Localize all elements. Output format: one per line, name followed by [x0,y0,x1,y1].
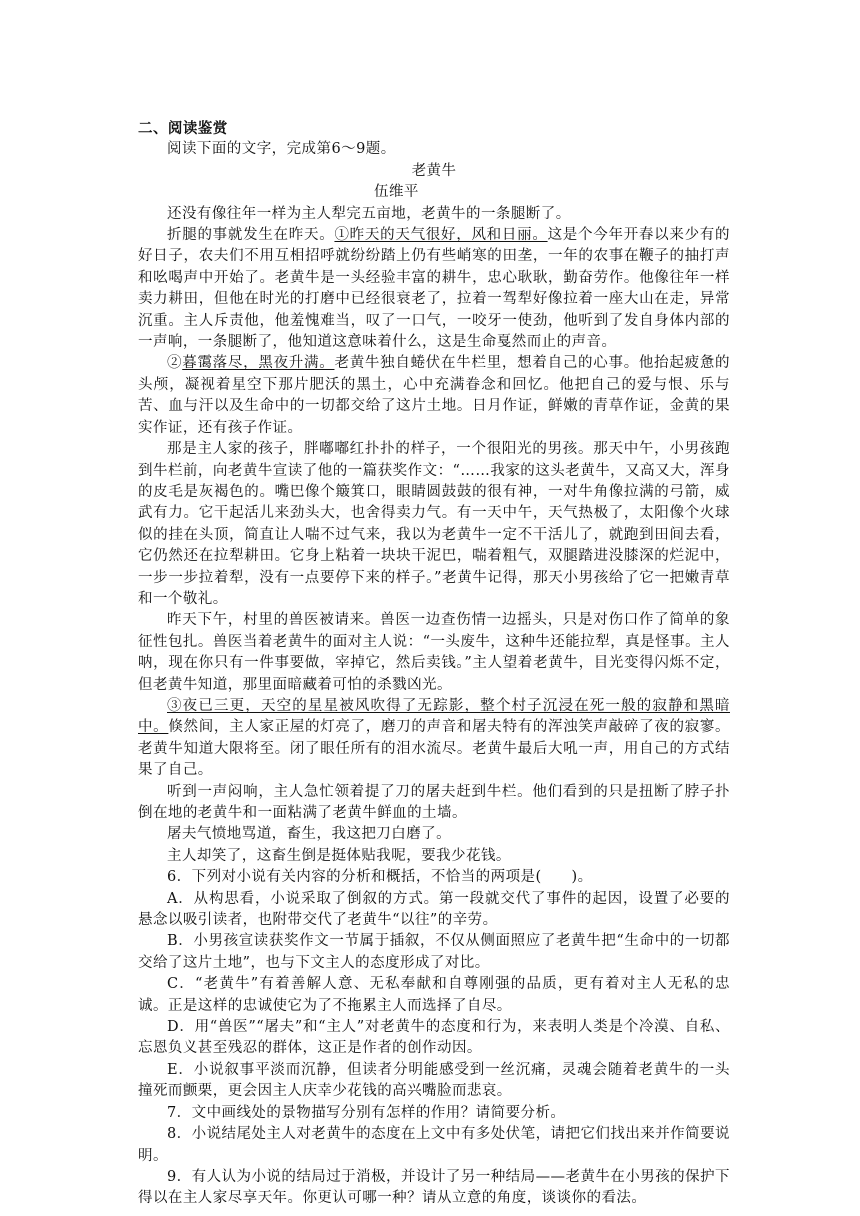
underlined-scenery-2: 暮霭落尽，黑夜升满。 [182,355,335,372]
article-title: 老黄牛 [411,162,457,179]
paragraph-6-rest: 倏然间，主人家正屋的灯亮了，磨刀的声音和屠夫特有的浑浊笑声敲碎了夜的寂寥。老黄牛知道大限将至。闭了眼任所有的泪水流尽。老黄牛最后大吼一声，用自己的方式结果了自己。 [138,719,730,779]
underlined-scenery-3: ③夜已三更，天空的星星被风吹得了无踪影，整个村子沉浸在死一般的寂静和黑暗中。 [138,697,730,736]
paragraph-2-lead: 折腿的事就发生在昨天。 [167,227,335,244]
article-author: 伍维平 [374,184,419,201]
question-6-option-d: D．用“兽医”“屠夫”和“主人”对老黄牛的态度和行为，来表明人类是个冷漠、自私、忘恩负义甚至残忍的群体，这正是作者的创作动因。 [138,1019,730,1057]
section-heading: 二、阅读鉴赏 [138,120,228,137]
question-8: 8．小说结尾处主人对老黄牛的态度在上文中有多处伏笔，请把它们找出来并作简要说明。 [138,1126,730,1164]
paragraph-8: 屠夫气愤地骂道，畜生，我这把刀白磨了。 [167,826,452,843]
paragraph-4: 那是主人家的孩子，胖嘟嘟红扑扑的样子，一个很阳光的男孩。那天中午，小男孩跑到牛栏前，向老黄牛宣读了他的一篇获奖作文：“……我家的这头老黄牛，又高又大，浑身的皮毛是灰褐色的。嘴巴像个簸箕口，眼睛圆鼓鼓的很有神，一对牛角像拉满的弓箭，威武有力。它干起活儿来劲头大，也舍得卖力气。有一天中午，天气热极了，太阳像个火球似的挂在头顶，简直让人喘不过气来，我以为老黄牛一定不干活儿了，就跑到田间去看，它仍然还在拉犁耕田。它身上粘着一块块干泥巴，喘着粗气，双腿踏进没膝深的烂泥中，一步一步拉着犁，没有一点要停下来的样子。”老黄牛记得，那天小男孩给了它一把嫩青草和一个敬礼。 [138,441,730,607]
question-6: 6．下列对小说有关内容的分析和概括，不恰当的两项是( )。 [167,869,593,886]
paragraph-5: 昨天下午，村里的兽医被请来。兽医一边查伤情一边摇头，只是对伤口作了简单的象征性包扎。兽医当着老黄牛的面对主人说：“一头废牛，这种牛还能拉犁，真是怪事。主人呐，现在你只有一件事要做，宰掉它，然后卖钱。”主人望着老黄牛，目光变得闪烁不定，但老黄牛知道，那里面暗藏着可怕的杀戮凶光。 [138,612,730,693]
paragraph-9: 主人却笑了，这畜生倒是挺体贴我呢，要我少花钱。 [167,847,511,864]
question-6-option-c: C．“老黄牛”有着善解人意、无私奉献和自尊刚强的品质，更有着对主人无私的忠诚。正是这样的忠诚使它为了不拖累主人而选择了自尽。 [138,976,730,1014]
underlined-scenery-1: ①昨天的天气很好，风和日丽。 [334,227,548,244]
question-6-option-e: E．小说叙事平淡而沉静，但读者分明能感受到一丝沉痛，灵魂会随着老黄牛的一头撞死而颤栗，更会因主人庆幸少花钱的高兴嘴脸而悲哀。 [138,1061,730,1100]
paragraph-6 [138,696,730,782]
paragraph-3-rest: 老黄牛独自蜷伏在牛栏里，想着自己的心事。他抬起疲惫的头颅，凝视着星空下那片肥沃的黑土，心中充满眷念和回忆。他把自己的爱与恨、乐与苦、血与汗以及生命中的一切都交给了这片土地。日月作证，鲜嫩的青草作证，金黄的果实作证，还有孩子作证。 [138,355,731,436]
question-9: 9．有人认为小说的结局过于消极，并设计了另一种结局——老黄牛在小男孩的保护下得以在主人家尽享天年。你更认可哪一种？请从立意的角度，谈谈你的看法。 [138,1168,730,1207]
instruction: 阅读下面的文字，完成第6～9题。 [167,141,396,158]
document-page [138,118,730,1210]
paragraph-2-rest: 这是个今年开春以来少有的好日子，农夫们不用互相招呼就纷纷踏上仍有些峭寒的田垄，一年的农事在鞭子的抽打声和吆喝声中开始了。老黄牛是一头经验丰富的耕牛，忠心耿耿，勤奋劳作。他像往年一样卖力耕田，但他在时光的打磨中已经很衰老了，拉着一驾犁好像拉着一座大山在走，异常沉重。主人斥责他，他羞愧难当，叹了一口气，一咬牙一使劲，他听到了发自身体内部的一声响，一条腿断了，他知道这意味着什么，这是生命戛然而止的声音。 [138,227,730,351]
paragraph-3-number: ② [167,355,183,372]
paragraph-1: 还没有像往年一样为主人犁完五亩地，老黄牛的一条腿断了。 [167,205,571,222]
paragraph-3 [138,353,730,439]
paragraph-2 [138,225,730,353]
paragraph-7: 听到一声闷响，主人急忙领着提了刀的屠夫赶到牛栏。他们看到的只是扭断了脖子扑倒在地的老黄牛和一面粘满了老黄牛鲜血的土墙。 [138,783,730,821]
question-6-option-a: A．从构思看，小说采取了倒叙的方式。第一段就交代了事件的起因，设置了必要的悬念以吸引读者，也附带交代了老黄牛“以往”的辛劳。 [138,890,730,929]
question-7: 7．文中画线处的景物描写分别有怎样的作用？请简要分析。 [167,1104,566,1121]
question-6-option-b: B．小男孩宣读获奖作文一节属于插叙，不仅从侧面照应了老黄牛把“生命中的一切都交给了这片土地”，也与下文主人的态度形成了对比。 [138,933,730,971]
